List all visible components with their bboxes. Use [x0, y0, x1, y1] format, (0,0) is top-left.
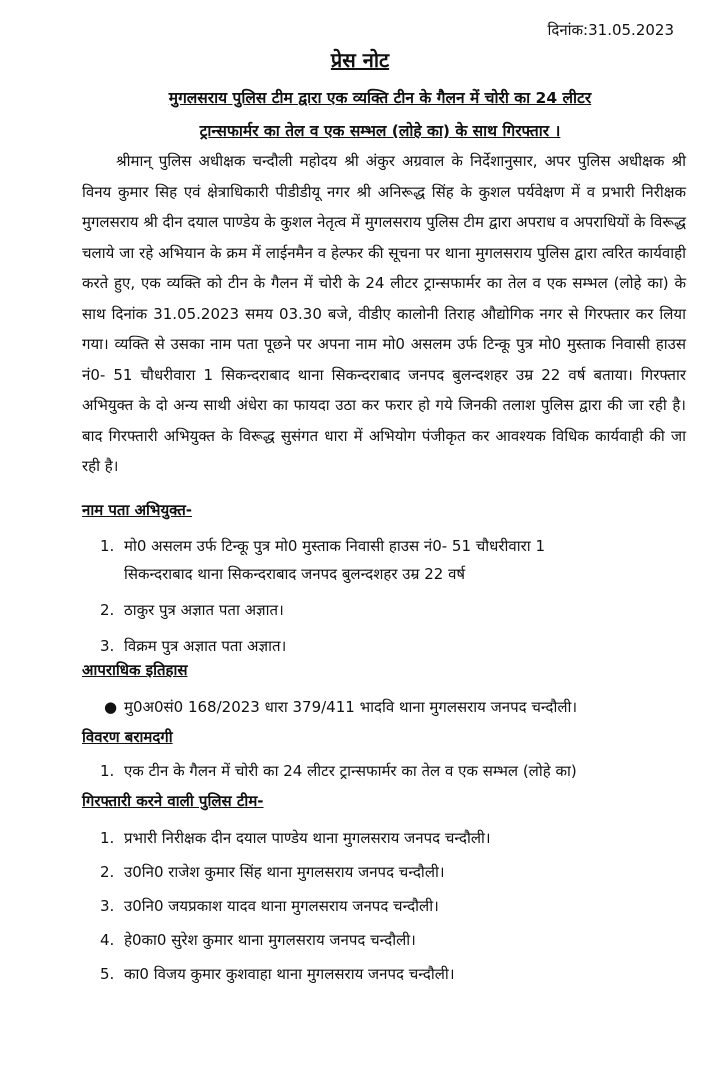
- team-list: [100, 824, 690, 988]
- list-item: [100, 596, 690, 624]
- list-text: प्रभारी निरीक्षक दीन दयाल पाण्डेय थाना मुगलसराय जनपद चन्दौली।: [124, 829, 491, 847]
- list-number: 1.: [100, 829, 115, 847]
- list-text: मु0अ0सं0 168/2023 धारा 379/411 भादवि थाना मुगलसराय जनपद चन्दौली।: [124, 698, 578, 716]
- list-text-continued: सिकन्दराबाद थाना सिकन्दराबाद जनपद बुलन्दशहर उम्र 22 वर्ष: [124, 565, 466, 583]
- list-number: 5.: [100, 965, 115, 983]
- list-text: मो0 असलम उर्फ टिन्कू पुत्र मो0 मुस्ताक निवासी हाउस नं0- 51 चौधरीवारा 1: [124, 537, 545, 555]
- list-number: 4.: [100, 931, 115, 949]
- list-number: 3.: [100, 637, 115, 655]
- list-number: 3.: [100, 897, 115, 915]
- list-number: 2.: [100, 601, 115, 619]
- team-heading: गिरफ्तारी करने वाली पुलिस टीम-: [82, 792, 264, 810]
- list-item: [100, 532, 690, 588]
- list-item: [100, 824, 690, 852]
- headline: [80, 82, 680, 148]
- page-title: [0, 46, 720, 73]
- history-list: [100, 693, 690, 721]
- headline-line-1: मुगलसराय पुलिस टीम द्वारा एक व्यक्ति टीन के गैलन में चोरी का 24 लीटर: [168, 89, 592, 107]
- list-number: 1.: [100, 762, 115, 780]
- list-item: [100, 926, 690, 954]
- list-item: [100, 757, 690, 785]
- list-text: विक्रम पुत्र अज्ञात पता अज्ञात।: [124, 637, 287, 655]
- list-text: एक टीन के गैलन में चोरी का 24 लीटर ट्रान्सफार्मर का तेल व एक सम्भल (लोहे का): [124, 762, 577, 780]
- list-text: उ0नि0 जयप्रकाश यादव थाना मुगलसराय जनपद चन्दौली।: [124, 897, 439, 915]
- list-text: ठाकुर पुत्र अज्ञात पता अज्ञात।: [124, 601, 284, 619]
- list-item: [100, 632, 690, 660]
- bullet-icon: ●: [104, 698, 118, 716]
- list-text: का0 विजय कुमार कुशवाहा थाना मुगलसराय जनपद चन्दौली।: [124, 965, 455, 983]
- headline-line-2: ट्रान्सफार्मर का तेल व एक सम्भल (लोहे का) के साथ गिरफ्तार ।: [199, 122, 561, 140]
- title-text: प्रेस नोट: [330, 48, 390, 72]
- history-heading: आपराधिक इतिहास: [82, 661, 188, 679]
- date-label: दिनांक:31.05.2023: [547, 21, 674, 39]
- list-item: [100, 693, 690, 721]
- recovery-heading: विवरण बरामदगी: [82, 728, 173, 746]
- accused-list: [100, 532, 690, 660]
- list-item: [100, 960, 690, 988]
- accused-heading: नाम पता अभियुक्त-: [82, 501, 192, 519]
- list-number: 1.: [100, 537, 115, 555]
- recovery-list: [100, 757, 690, 785]
- list-item: [100, 858, 690, 886]
- list-text: उ0नि0 राजेश कुमार सिंह थाना मुगलसराय जनपद चन्दौली।: [124, 863, 445, 881]
- list-number: 2.: [100, 863, 115, 881]
- list-text: हे0का0 सुरेश कुमार थाना मुगलसराय जनपद चन्दौली।: [124, 931, 416, 949]
- body-paragraph: श्रीमान् पुलिस अधीक्षक चन्दौली महोदय श्री अंकुर अग्रवाल के निर्देशानुसार, अपर पुलिस अधीक्षक श्री विनय कुमार सिह एवं क्षेत्राधिकारी पीडीडीयू नगर श्री अनिरूद्ध सिंह के कुशल पर्यवेक्षण में व प्रभारी निरीक्षक मुगलसराय श्री दीन दयाल पाण्डेय के कुशल नेतृत्व में मुगलसराय पुलिस टीम द्वारा अपराध व अपराधियों के विरूद्ध चलाये जा रहे अभियान के क्रम में लाईनमैन व हेल्फर की सूचना पर थाना मुगलसराय पुलिस द्वारा त्वरित कार्यवाही करते हुए, एक व्यक्ति को टीन के गैलन में चोरी के 24 लीटर ट्रान्सफार्मर का तेल व एक सम्भल (लोहे का) के साथ दिनांक 31.05.2023 समय 03.30 बजे, वीडीए कालोनी तिराह औद्योगिक नगर से गिरफ्तार कर लिया गया। व्यक्ति से उसका नाम पता पूछने पर अपना नाम मो0 असलम उर्फ टिन्कू पुत्र मो0 मुस्ताक निवासी हाउस नं0- 51 चौधरीवारा 1 सिकन्दराबाद थाना सिकन्दराबाद जनपद बुलन्दशहर उम्र 22 वर्ष बताया। गिरफ्तार अभियुक्त के दो अन्य साथी अंधेरा का फायदा उठा कर फरार हो गये जिनकी तलाश पुलिस द्वारा की जा रही है। बाद गिरफ्तारी अभियुक्त के विरूद्ध सुसंगत धारा में अभियोग पंजीकृत कर आवश्यक विधिक कार्यवाही की जा रही है।: [82, 152, 686, 475]
- list-item: [100, 892, 690, 920]
